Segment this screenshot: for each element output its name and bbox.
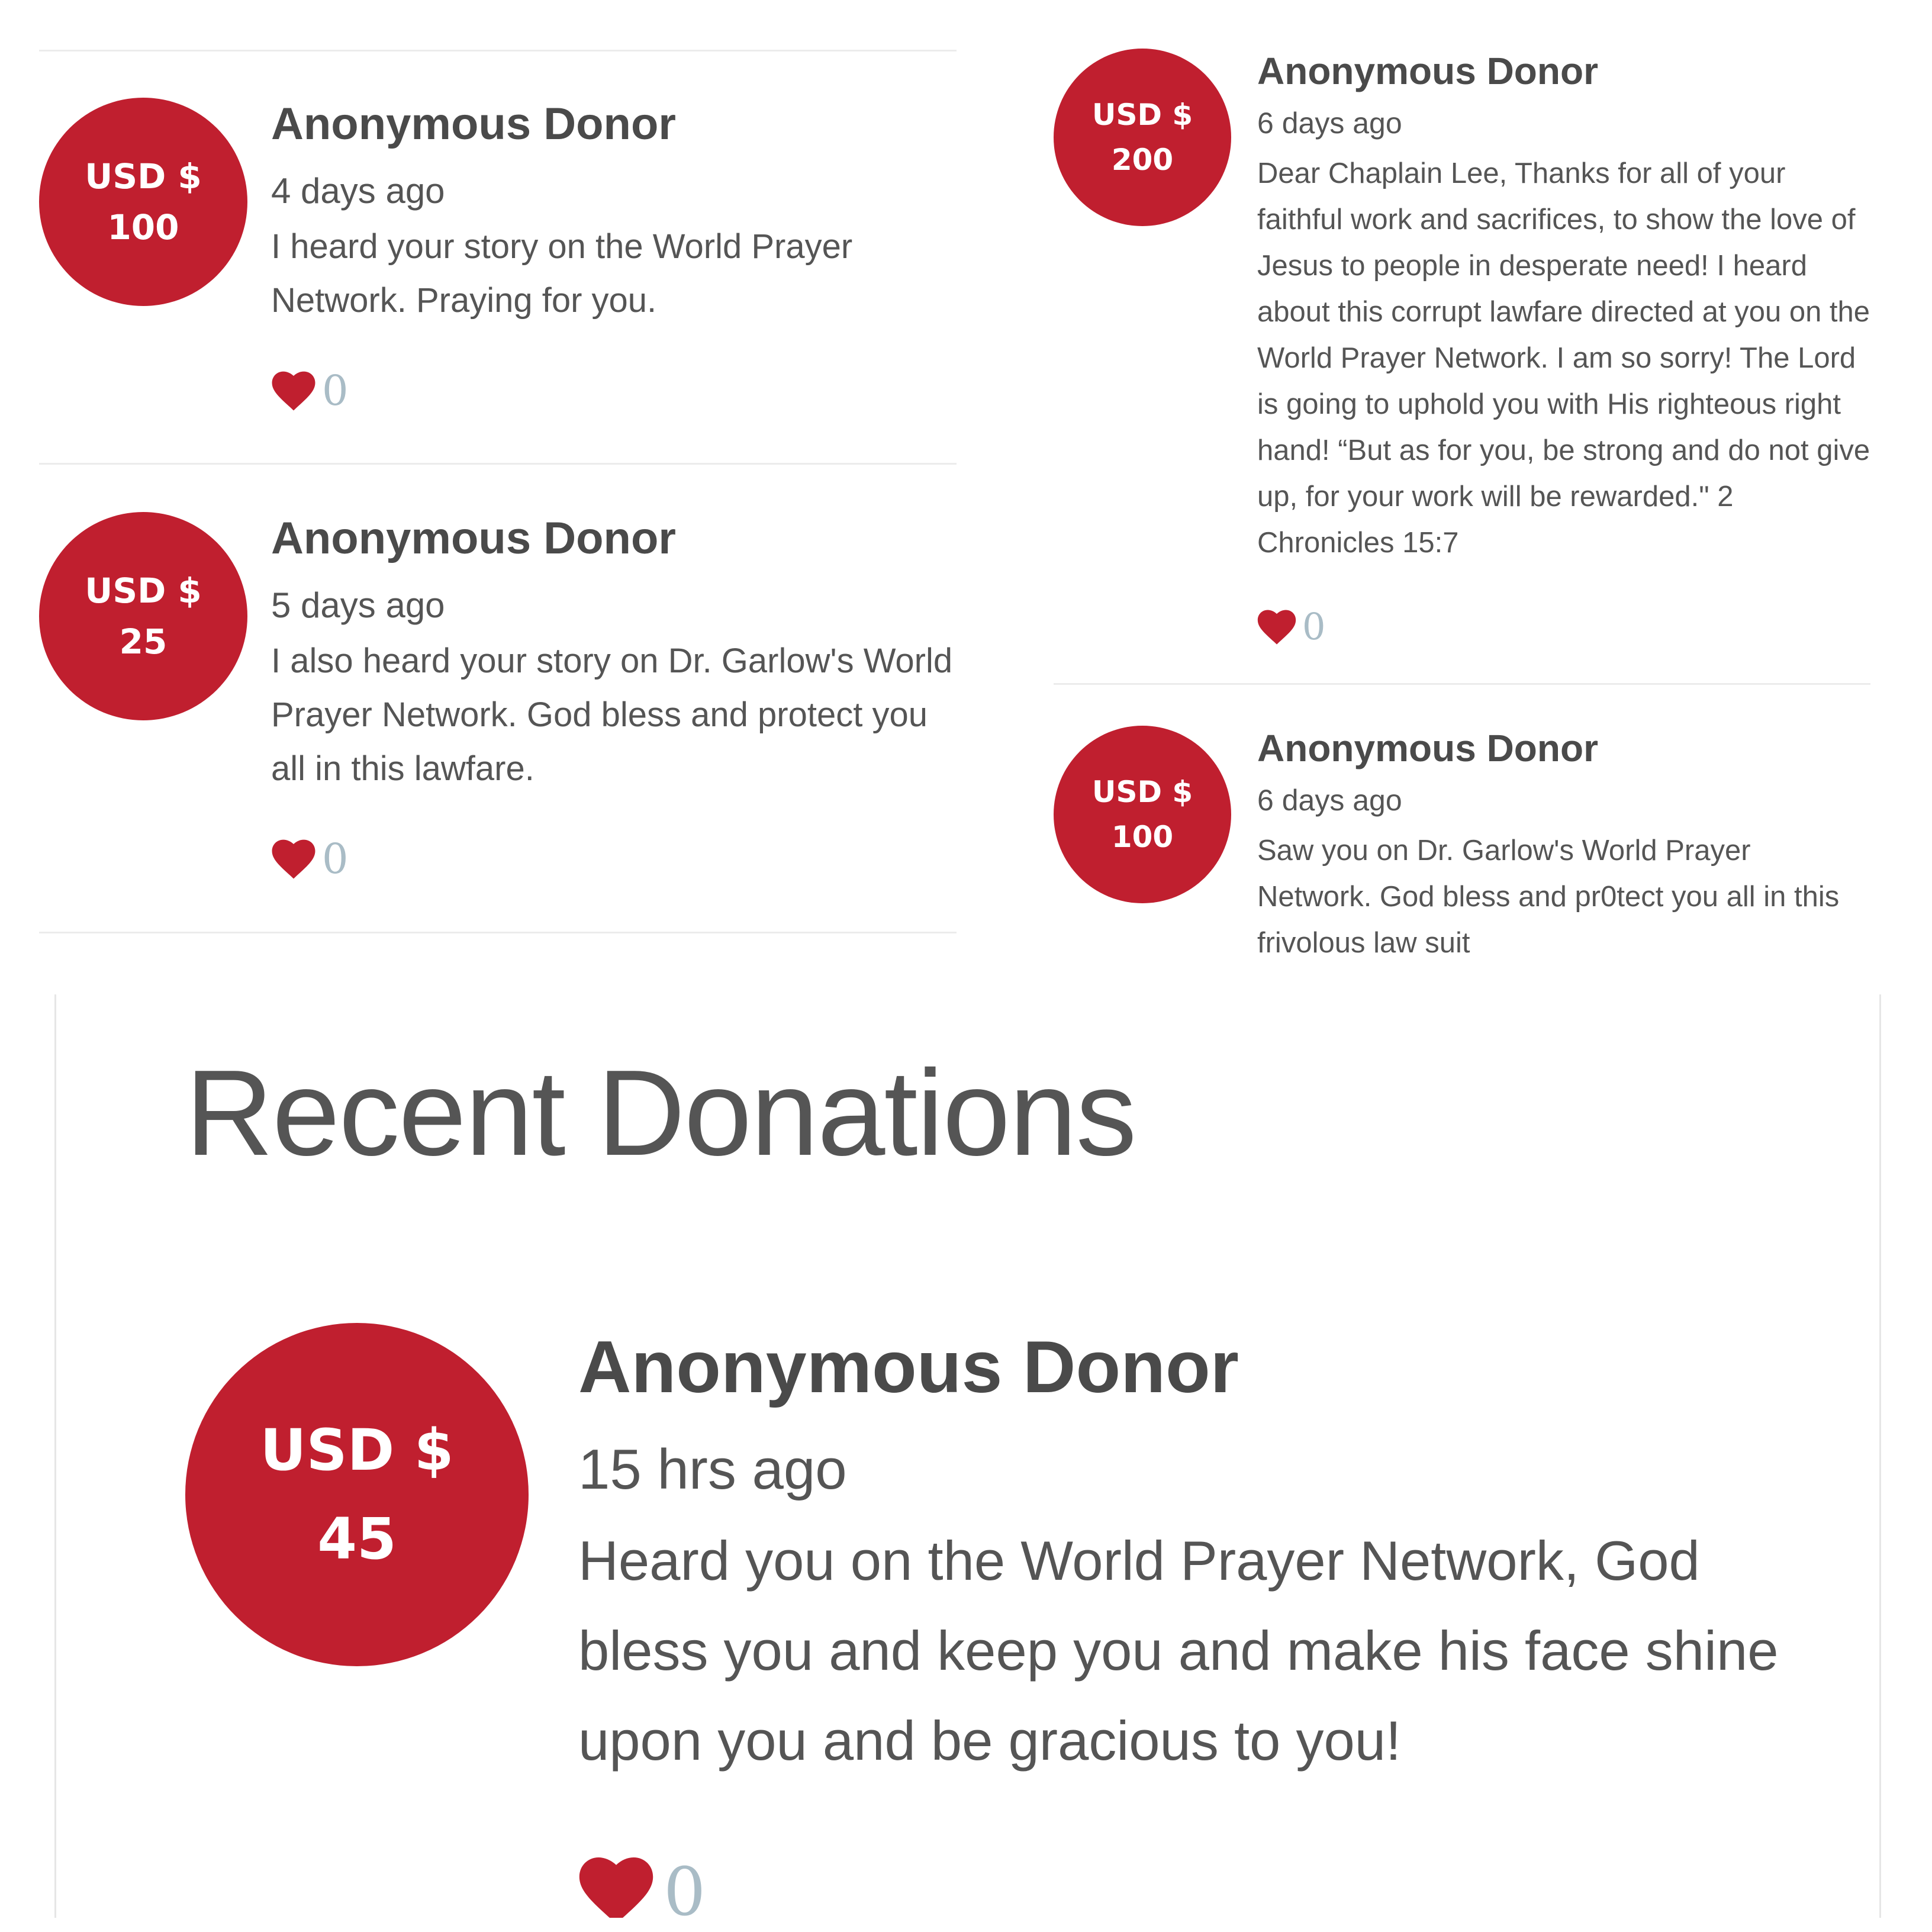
donation-message: I heard your story on the World Prayer Network. Praying for you. <box>271 227 853 320</box>
amount-badge <box>39 512 247 720</box>
donation-message: Dear Chaplain Lee, Thanks for all of your faithful work and sacrifices, to show the love of Jesus to people in desperate need! I heard about this corrupt lawfare directed at you on the World Prayer Network. I am so sorry! The Lord is going to uphold you with His righteous right hand! “But as for you, be strong and do not give up, for your work will be rewarded." 2 Chronicles 15:7 <box>1257 157 1870 559</box>
donation-time: 6 days ago <box>1257 784 1402 817</box>
donation-time: 5 days ago <box>271 585 445 625</box>
donor-name: Anonymous Donor <box>271 513 676 564</box>
amount-badge <box>1054 49 1231 226</box>
badge-currency: USD $ <box>1091 775 1193 809</box>
badge-currency: USD $ <box>1091 98 1193 132</box>
like-count: 0 <box>1302 605 1326 648</box>
divider <box>39 463 957 465</box>
heart-icon <box>271 839 316 880</box>
page-title: Recent Donations <box>185 1045 1136 1181</box>
donation-time: 6 days ago <box>1257 107 1402 140</box>
badge-amount: 25 <box>119 622 168 662</box>
badge-amount: 100 <box>107 207 179 247</box>
divider <box>39 50 957 51</box>
heart-icon <box>1257 610 1296 645</box>
badge-currency: USD $ <box>85 156 202 197</box>
amount-badge <box>185 1323 529 1666</box>
divider <box>1054 683 1870 685</box>
like-button[interactable] <box>271 366 964 415</box>
donation-message: Heard you on the World Prayer Network, God bless you and keep you and make his face shine upon you and be gracious to you! <box>578 1530 1779 1772</box>
donation-message: I also heard your story on Dr. Garlow's World Prayer Network. God bless and protect you all in this lawfare. <box>271 642 953 788</box>
amount-badge <box>39 98 247 306</box>
donation-time: 4 days ago <box>271 171 445 211</box>
like-button[interactable] <box>271 835 964 883</box>
right-column <box>1042 0 1906 959</box>
badge-currency: USD $ <box>85 571 202 611</box>
badge-amount: 45 <box>317 1506 397 1572</box>
like-button[interactable] <box>578 1854 1821 1918</box>
recent-donations-panel <box>54 994 1881 1918</box>
like-count: 0 <box>322 366 349 415</box>
badge-currency: USD $ <box>260 1417 454 1483</box>
badge-amount: 100 <box>1111 820 1174 854</box>
heart-icon <box>271 371 316 411</box>
donation-time: 15 hrs ago <box>578 1438 847 1501</box>
badge-amount: 200 <box>1111 143 1174 177</box>
like-count: 0 <box>322 835 349 883</box>
donor-name: Anonymous Donor <box>578 1326 1239 1408</box>
like-count: 0 <box>664 1854 706 1918</box>
like-button[interactable] <box>1257 605 1873 648</box>
heart-icon <box>578 1857 654 1918</box>
amount-badge <box>1054 726 1231 903</box>
divider <box>39 932 957 933</box>
donation-message: Saw you on Dr. Garlow's World Prayer Network. God bless and pr0tect you all in this frivolous law suit <box>1257 835 1840 959</box>
donor-name: Anonymous Donor <box>1257 727 1598 769</box>
donor-name: Anonymous Donor <box>271 99 676 149</box>
donor-name: Anonymous Donor <box>1257 50 1598 92</box>
